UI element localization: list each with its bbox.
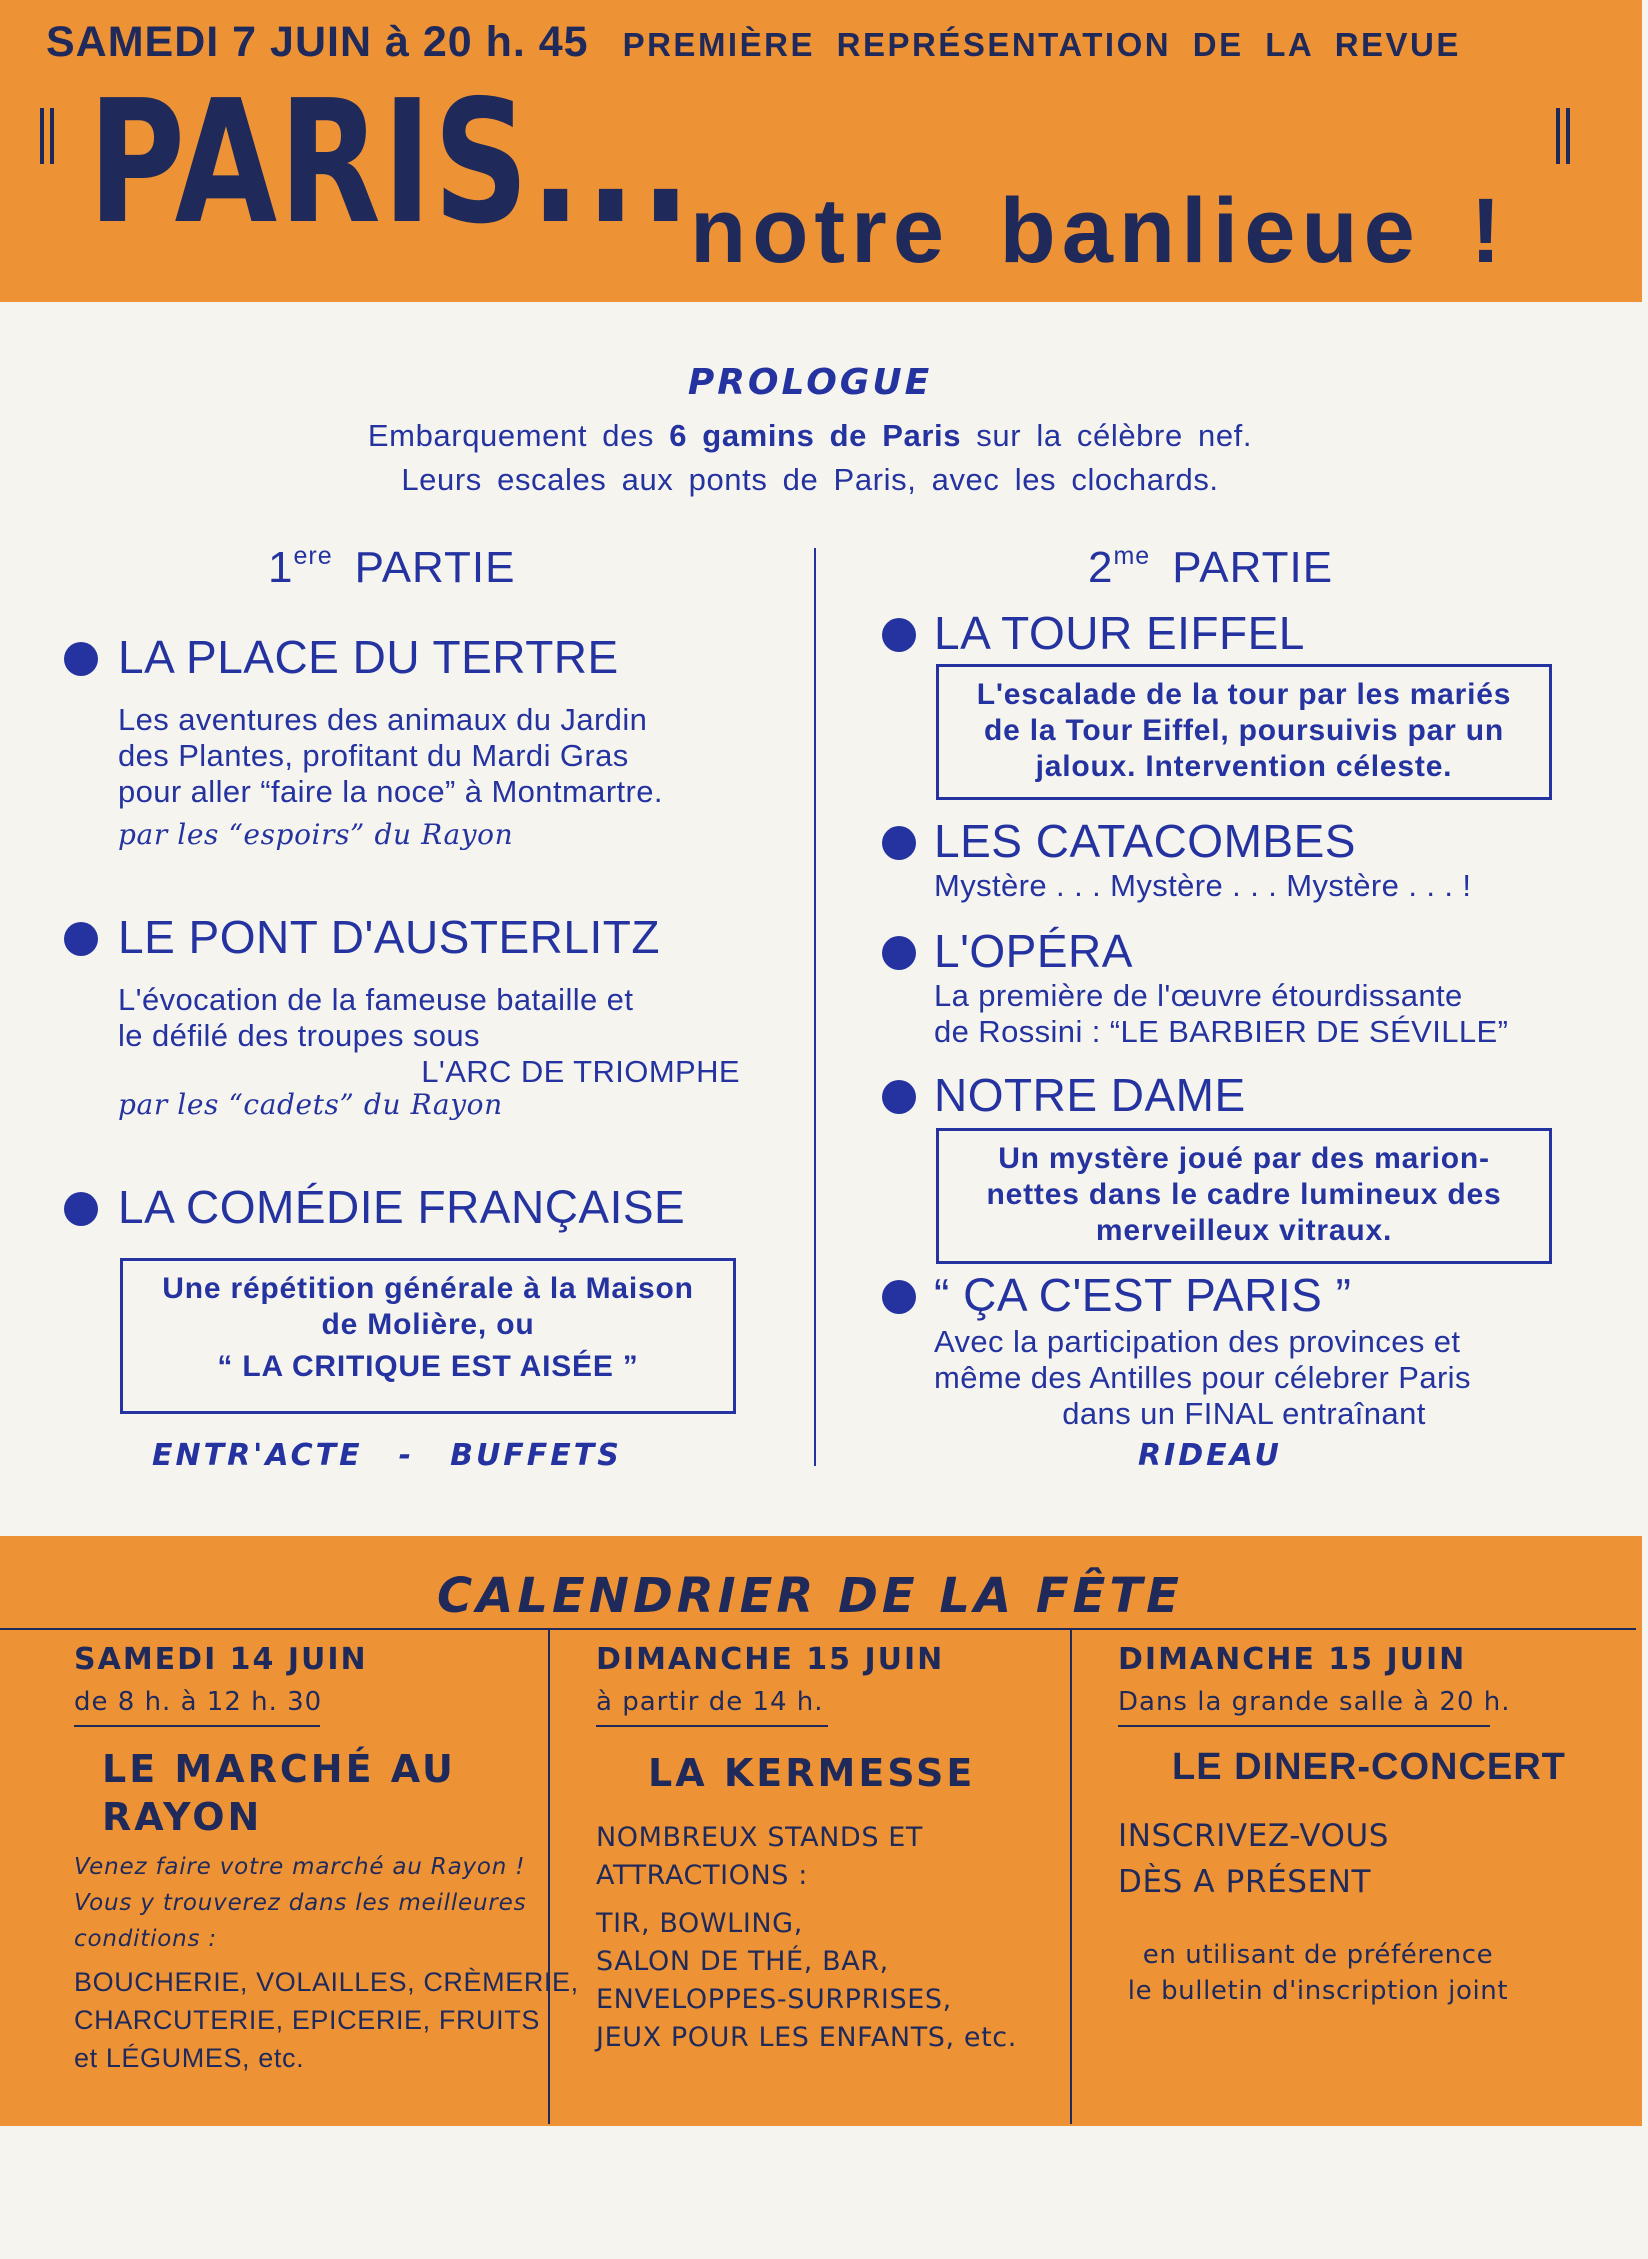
prologue-line-1: Embarquement des 6 gamins de Paris sur la célèbre nef. bbox=[367, 418, 1253, 453]
calendar-day: DIMANCHE 15 JUIN bbox=[1118, 1642, 1467, 1677]
calendar-event-title: LE DINER-CONCERT bbox=[1172, 1746, 1566, 1788]
calendar-day: DIMANCHE 15 JUIN bbox=[596, 1642, 945, 1677]
part2-item-title: LA TOUR EIFFEL bbox=[934, 607, 1305, 659]
part1-item-desc: Les aventures des animaux du Jardin des Plantes, profitant du Mardi Gras pour aller “faire la noce” à Montmartre. bbox=[118, 702, 663, 809]
part2-item-title: L'OPÉRA bbox=[934, 925, 1133, 977]
calendar-event-call: INSCRIVEZ-VOUS DÈS A PRÉSENT bbox=[1118, 1818, 1390, 1900]
prologue-title: PROLOGUE bbox=[687, 362, 933, 403]
bullet-icon bbox=[882, 1080, 916, 1114]
calendar-time: à partir de 14 h. bbox=[596, 1687, 828, 1727]
column-divider bbox=[814, 548, 816, 1466]
close-quote-mark bbox=[1556, 108, 1560, 164]
part2-item-desc: Avec la participation des provinces et même des Antilles pour célebrer Paris dans un FINAL entraînant bbox=[934, 1324, 1471, 1431]
part1-item-title: LA COMÉDIE FRANÇAISE bbox=[118, 1181, 686, 1233]
calendar-time: de 8 h. à 12 h. 30 bbox=[74, 1687, 320, 1727]
curtain-label: RIDEAU bbox=[1138, 1438, 1282, 1473]
calendar-column-kermesse bbox=[596, 1642, 1017, 2057]
open-quote-mark bbox=[40, 108, 44, 164]
bullet-icon bbox=[882, 1280, 916, 1314]
calendar-event-list: NOMBREUX STANDS ET ATTRACTIONS : TIR, BOWLING, SALON DE THÉ, BAR, ENVELOPPES-SURPRISES, JEUX POUR LES ENFANTS, etc. bbox=[596, 1822, 1017, 2053]
bullet-icon bbox=[64, 922, 98, 956]
part2-item-box: L'escalade de la tour par les mariés de la Tour Eiffel, poursuivis par un jaloux. Intervention céleste. bbox=[936, 664, 1552, 800]
bullet-icon bbox=[64, 1192, 98, 1226]
bullet-icon bbox=[882, 936, 916, 970]
bullet-icon bbox=[882, 618, 916, 652]
prologue-line-2: Leurs escales aux ponts de Paris, avec les clochards. bbox=[401, 462, 1219, 497]
bullet-icon bbox=[882, 826, 916, 860]
part2-heading: $2^{me}$ PARTIE bbox=[1088, 542, 1334, 592]
part1-item-title: LA PLACE DU TERTRE bbox=[118, 631, 619, 683]
part2-item-title: LES CATACOMBES bbox=[934, 815, 1356, 867]
calendar-rule bbox=[0, 1628, 1636, 1630]
part1-item-credit: par les “cadets” du Rayon bbox=[118, 1088, 503, 1121]
part1-item-desc: L'évocation de la fameuse bataille et le défilé des troupes sous L'ARC DE TRIOMPHE bbox=[118, 982, 740, 1089]
calendar-event-title: LE MARCHÉ AU RAYON bbox=[102, 1747, 456, 1839]
part1-item-title: LE PONT D'AUSTERLITZ bbox=[118, 911, 660, 963]
calendar-event-title: LA KERMESSE bbox=[648, 1751, 976, 1795]
calendar-event-intro: Venez faire votre marché au Rayon ! Vous y trouverez dans les meilleures conditions : bbox=[74, 1854, 527, 1952]
part1-heading: 1ere PARTIE bbox=[268, 542, 516, 592]
part2-item-title: “ ÇA C'EST PARIS ” bbox=[934, 1269, 1352, 1321]
part2-item-title: NOTRE DAME bbox=[934, 1069, 1246, 1121]
part2-item-desc: La première de l'œuvre étourdissante de Rossini : “LE BARBIER DE SÉVILLE” bbox=[934, 978, 1509, 1049]
calendar-column-dinner bbox=[1118, 1642, 1566, 2009]
title-paris: PARIS... bbox=[88, 64, 696, 262]
calendar-event-note: en utilisant de préférence le bulletin d'inscription joint bbox=[1127, 1940, 1509, 2006]
calendar-event-list: BOUCHERIE, VOLAILLES, CRÈMERIE, CHARCUTERIE, EPICERIE, FRUITS et LÉGUMES, etc. bbox=[74, 1967, 579, 2073]
calendar-column-market bbox=[74, 1642, 579, 2077]
title-subtitle: notre banlieue ! bbox=[690, 180, 1507, 282]
part1-item-credit: par les “espoirs” du Rayon bbox=[118, 818, 514, 851]
bullet-icon bbox=[64, 642, 98, 676]
part1-item-box: Une répétition générale à la Maison de Molière, ou “ LA CRITIQUE EST AISÉE ” bbox=[120, 1258, 736, 1414]
calendar-column-divider bbox=[1070, 1630, 1072, 2124]
representation-label: PREMIÈRE REPRÉSENTATION DE LA REVUE bbox=[622, 26, 1461, 63]
part2-item-desc: Mystère . . . Mystère . . . Mystère . . . ! bbox=[934, 868, 1472, 903]
calendar-title: CALENDRIER DE LA FÊTE bbox=[437, 1568, 1183, 1624]
date-line bbox=[46, 18, 1586, 67]
intermission-label: ENTR'ACTE - BUFFETS bbox=[152, 1438, 622, 1473]
part2-item-box: Un mystère joué par des marion- nettes dans le cadre lumineux des merveilleux vitraux. bbox=[936, 1128, 1552, 1264]
calendar-time: Dans la grande salle à 20 h. bbox=[1118, 1687, 1490, 1727]
calendar-day: SAMEDI 14 JUIN bbox=[74, 1642, 368, 1677]
show-date: SAMEDI 7 JUIN à 20 h. 45 bbox=[46, 18, 589, 66]
